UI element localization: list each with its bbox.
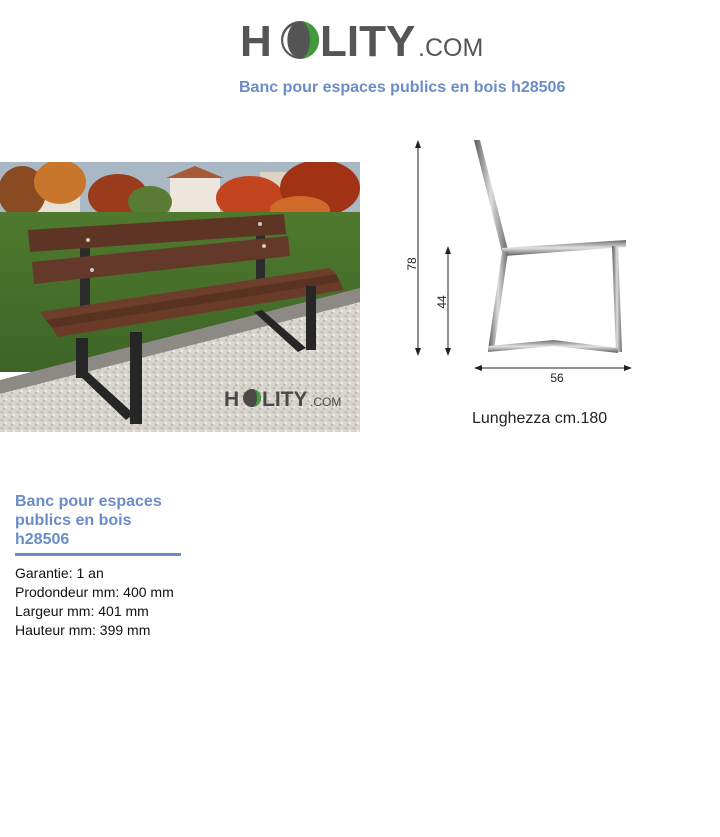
length-caption: Lunghezza cm.180: [472, 410, 608, 427]
watermark-letters: LITY: [262, 388, 308, 411]
technical-drawing: [404, 134, 644, 434]
dimension-56-label: 56: [550, 371, 564, 385]
watermark-suffix: .COM: [310, 395, 342, 409]
holity-watermark: [224, 384, 344, 412]
bench-profile: [474, 140, 626, 353]
spec-width: Largeur mm: 401 mm: [15, 603, 149, 619]
product-photo: [0, 162, 360, 432]
logo-suffix: .COM: [418, 34, 484, 62]
watermark-letter-h: H: [224, 388, 240, 411]
spec-warranty: Garantie: 1 an: [15, 565, 104, 581]
dimension-height-seat: [435, 246, 451, 356]
page-title: Banc pour espaces publics en bois h28506: [239, 79, 566, 96]
spec-height: Hauteur mm: 399 mm: [15, 622, 151, 638]
dimension-78-label: 78: [405, 257, 419, 271]
logo-letters: LITY: [320, 17, 416, 66]
spec-depth: Prodondeur mm: 400 mm: [15, 584, 174, 600]
dimension-height-total: [405, 140, 421, 356]
dimension-44-label: 44: [435, 295, 449, 309]
title-divider: [15, 553, 181, 556]
product-title: Banc pour espaces publics en bois h28506: [15, 493, 162, 548]
logo-letter-h: H: [240, 17, 272, 66]
watermark-o-icon: [243, 389, 261, 407]
product-specs: [15, 564, 174, 640]
dimension-depth: [474, 365, 632, 385]
holity-logo: [240, 12, 490, 66]
logo-o-icon: [281, 21, 319, 59]
